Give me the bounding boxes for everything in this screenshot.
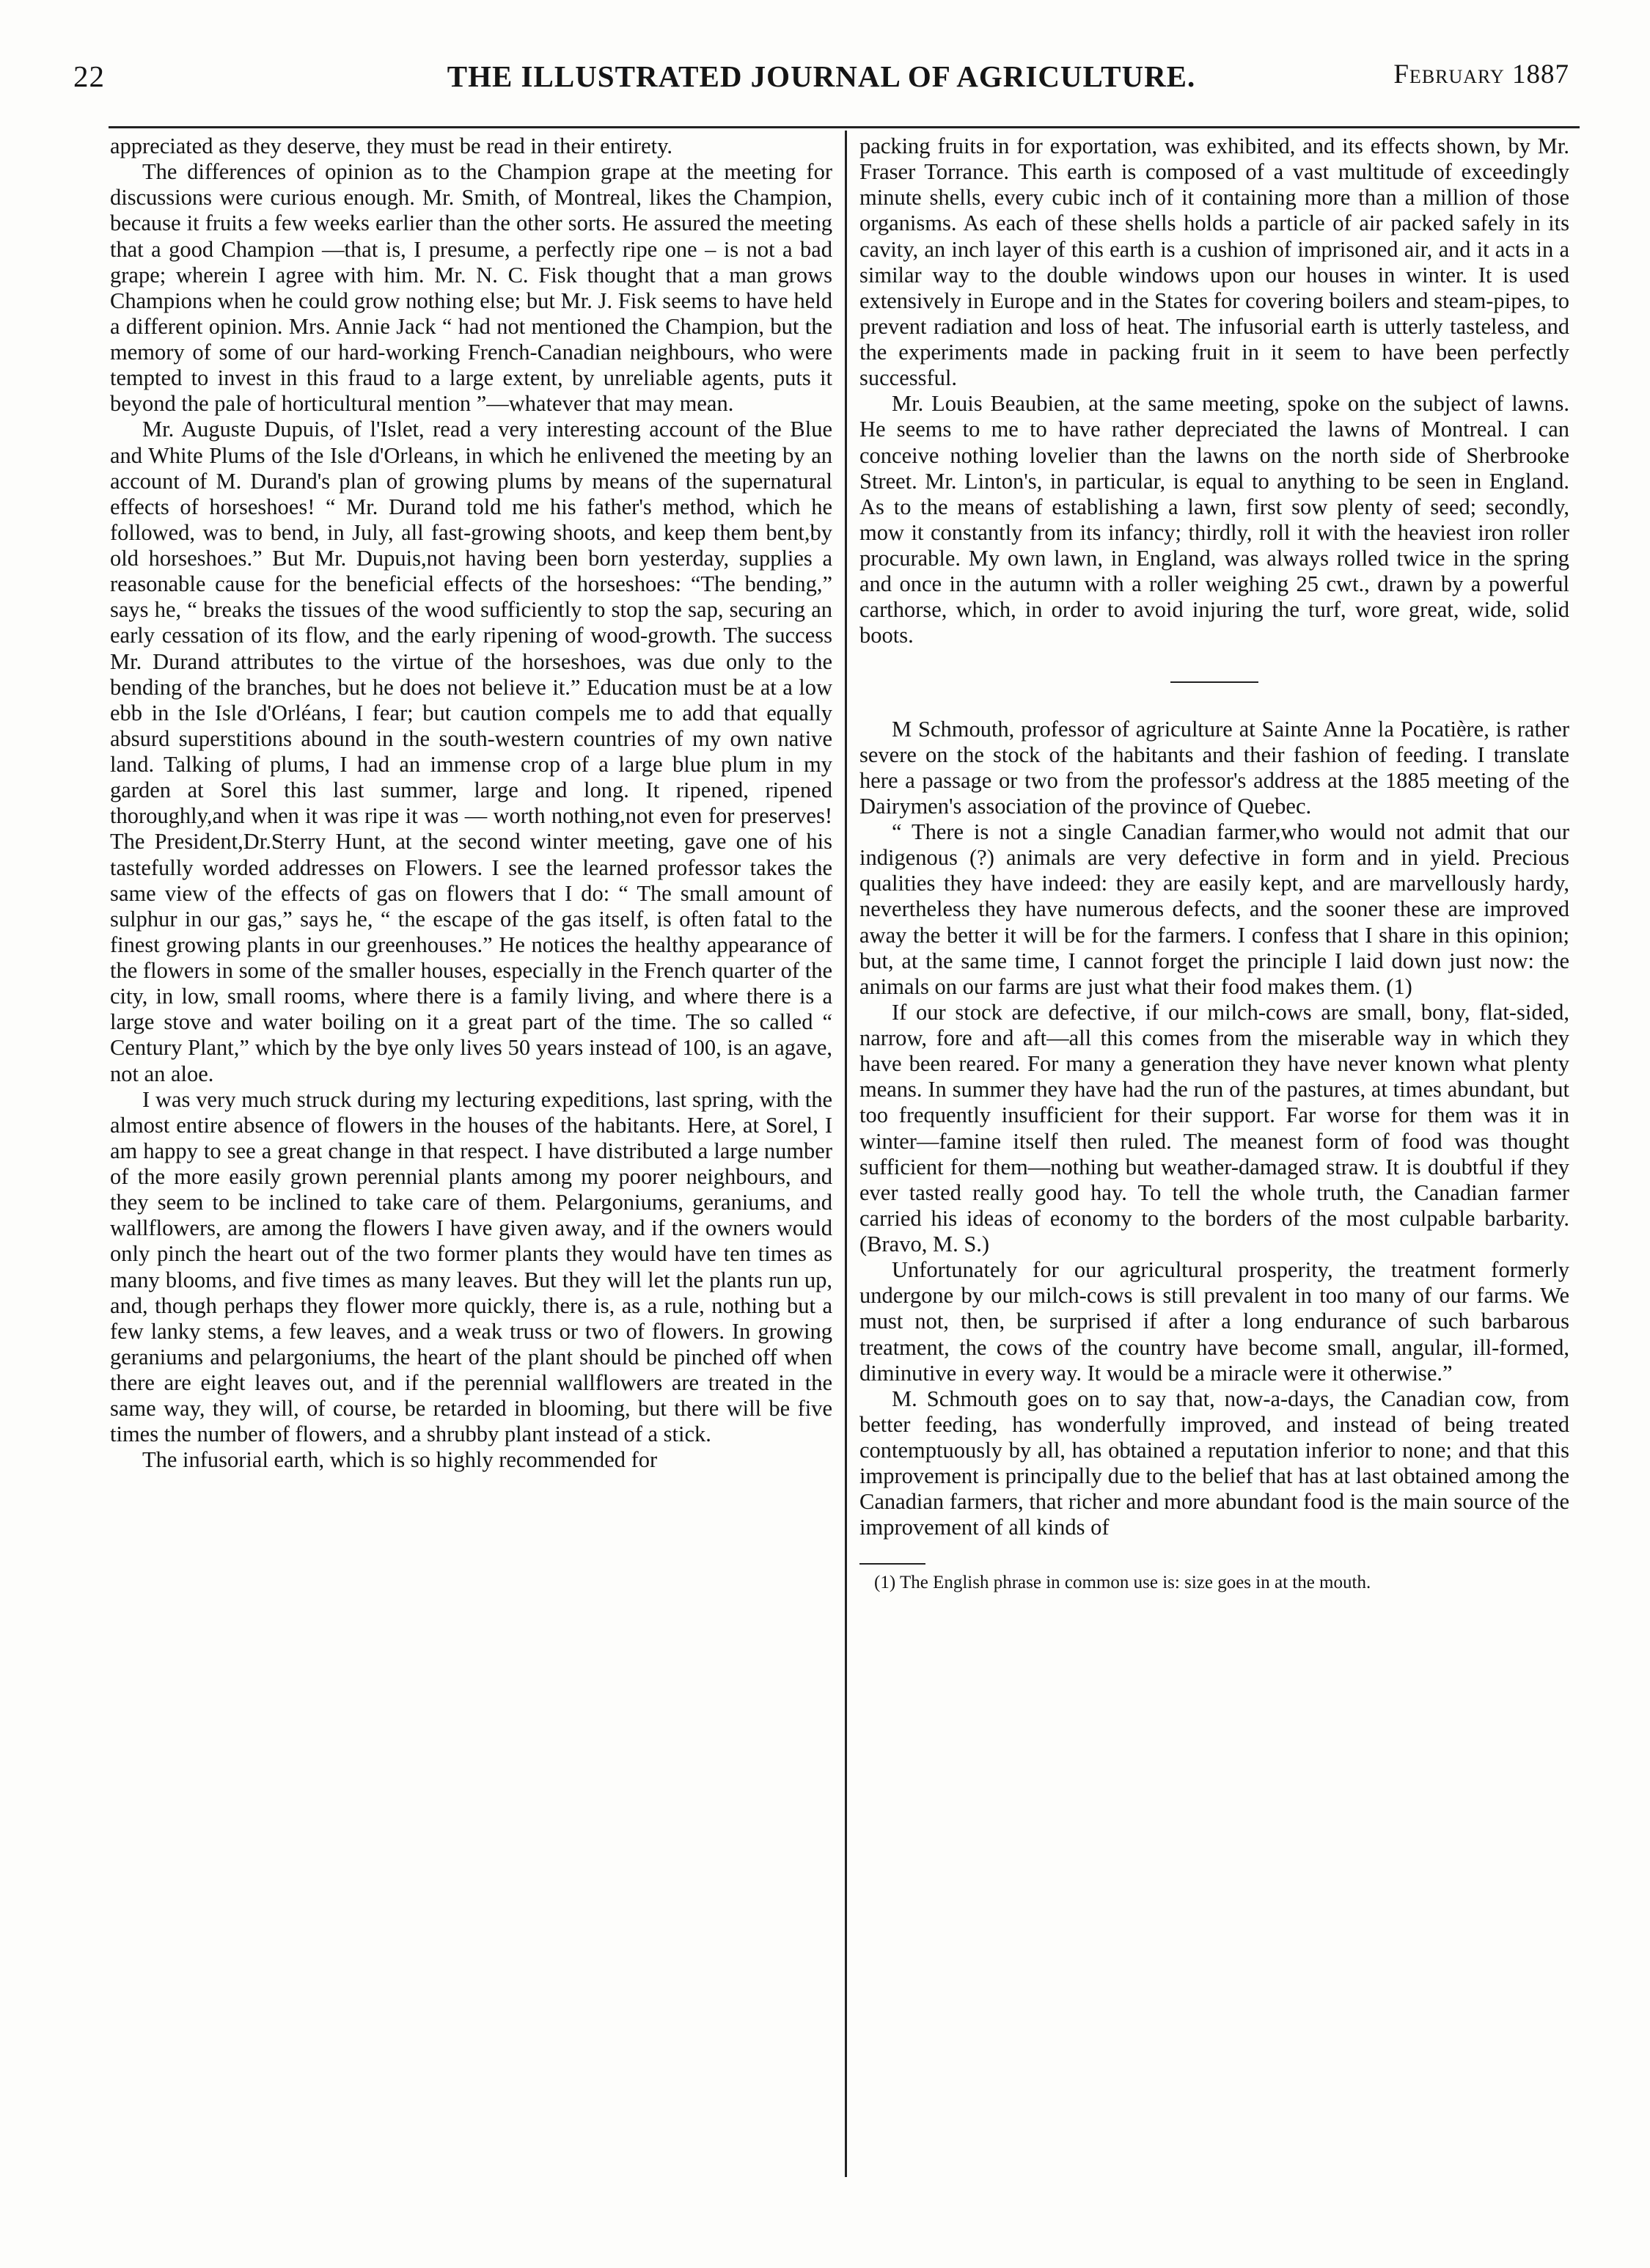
paragraph: If our stock are defective, if our milch-cows are small, bony, flat-sided, narrow, fore and aft—all this comes from the miserable way in which they have been reared. For many a generation they have never known what plenty means. In summer they have had the run of the pastures, at times abundant, but too frequently insufficient for their support. Far worse for them was it in winter—famine itself then ruled. The meanest form of food was thought sufficient for them—nothing but weather-damaged straw. It is doubtful if they ever tasted really good hay. To tell the whole truth, the Canadian farmer carried his ideas of economy to the borders of the most culpable barbarity. (Bravo, M. S.): [859, 999, 1569, 1256]
paragraph: packing fruits in for exportation, was exhibited, and its effects shown, by Mr. Fraser Torrance. This earth is composed of a vast multitude of exceedingly minute shells, every cubic inch of it containing more than a million of those organisms. As each of these shells holds a particle of air packed safely in its cavity, an inch layer of this earth is a cushion of imprisoned air, and it acts in a similar way to the double windows upon our houses in winter. It is used extensively in Europe and in the States for covering boilers and steam-pipes, to prevent radiation and loss of heat. The infusorial earth is utterly tasteless, and the experiments made in packing fruit in it seem to have been perfectly successful.: [859, 133, 1569, 391]
paragraph: I was very much struck during my lecturing expeditions, last spring, with the almost entire absence of flowers in the houses of the habitants. Here, at Sorel, I am happy to see a great change in that respect. I have distributed a large number of the more easily grown perennial plants among my poorer neighbours, and they seem to be inclined to take care of them. Pelargoniums, geraniums, and wallflowers, are among the flowers I have given away, and if the owners would only pinch the heart out of the two former plants they would have ten times as many blooms, and five times as many leaves. But they will let the plants run up, and, though perhaps they flower more quickly, there is, as a rule, nothing but a few lanky stems, a few leaves, and a weak truss or two of flowers. In growing geraniums and pelargoniums, the heart of the plant should be pinched off when there are eight leaves out, and if the perennial wallflowers are treated in the same way, they will, of course, be retarded in blooming, but there will be five times the number of flowers, and a shrubby plant instead of a stick.: [110, 1086, 832, 1447]
left-column: [110, 133, 832, 1474]
header-rule: [109, 126, 1580, 128]
paragraph: Mr. Auguste Dupuis, of l'Islet, read a very interesting account of the Blue and White Plums of the Isle d'Orleans, in which he enlivened the meeting by an account of M. Durand's plan of growing plums by means of the supernatural effects of horseshoes! “ Mr. Durand told me his father's method, which he followed, was to bend, in July, all fast-growing shoots, and keep them bent,by old horseshoes.” But Mr. Dupuis,not having been born yesterday, supplies a reasonable cause for the beneficial effects of the horseshoes: “The bending,” says he, “ breaks the tissues of the wood sufficiently to stop the sap, securing an early cessation of its flow, and the early ripening of wood-growth. The success Mr. Durand attributes to the virtue of the horseshoes, was due only to the bending of the branches, but he does not believe it.” Education must be at a low ebb in the Isle d'Orléans, I fear; but caution compels me to add that equally absurd superstitions abound in the south-western countries of my own native land. Talking of plums, I had an immense crop of a large blue plum in my garden at Sorel this last summer, large and long. It ripened, ripened thoroughly,and when it was ripe it was — worth nothing,not even for preserves! The President,Dr.Sterry Hunt, at the second winter meeting, gave one of his tastefully worded addresses on Flowers. I see the learned professor takes the same view of the effects of gas on flowers that I do: “ The small amount of sulphur in our gas,” says he, “ the escape of the gas itself, is often fatal to the finest growing plants in our greenhouses.” He notices the healthy appearance of the flowers in some of the smaller houses, especially in the French quarter of the city, in low, small rooms, where there is a family living, and where there is a large stove and water boiling on it a great part of the time. The so called “ Century Plant,” which by the bye only lives 50 years instead of 100, is an agave, not an aloe.: [110, 417, 832, 1086]
issue-date: February 1887: [1393, 59, 1569, 89]
paragraph: M Schmouth, professor of agriculture at Sainte Anne la Pocatière, is rather severe on the stock of the habitants and their fashion of feeding. I translate here a passage or two from the professor's address at the 1885 meeting of the Dairymen's association of the province of Quebec.: [859, 716, 1569, 819]
paragraph: Mr. Louis Beaubien, at the same meeting, spoke on the subject of lawns. He seems to me to have rather depreciated the lawns of Montreal. I can conceive nothing lovelier than the lawns on the north side of Sherbrooke Street. Mr. Linton's, in particular, is equal to anything to be seen in England. As to the means of establishing a lawn, first sow plenty of seed; secondly, mow it constantly from its infancy; thirdly, roll it with the heaviest iron roller procurable. My own lawn, in England, was always rolled twice in the spring and once in the autumn with a roller weighing 25 cwt., drawn by a powerful carthorse, which, in order to avoid injuring the turf, wore great, wide, solid boots.: [859, 391, 1569, 648]
right-column: [859, 133, 1569, 1594]
paragraph: The infusorial earth, which is so highly recommended for: [142, 1447, 658, 1473]
paragraph: appreciated as they deserve, they must be read in their entirety.: [110, 133, 672, 158]
column-divider: [845, 131, 847, 2177]
paragraph: M. Schmouth goes on to say that, now-a-days, the Canadian cow, from better feeding, has wonderfully improved, and instead of being treated contemptuously by all, has obtained a reputation inferior to none; and that this improvement is principally due to the belief that has at last obtained among the Canadian farmers, that richer and more abundant food is the main source of the improvement of all kinds of: [859, 1386, 1569, 1540]
paragraph: Unfortunately for our agricultural prosperity, the treatment formerly undergone by our milch-cows is still prevalent in too many of our farms. We must not, then, be surprised if after a long endurance of such barbarous treatment, the cows of the country have become small, angular, ill-formed, diminutive in every way. It would be a miracle were it otherwise.”: [859, 1257, 1569, 1386]
page-number: 22: [73, 59, 105, 93]
paragraph: The differences of opinion as to the Champion grape at the meeting for discussions were curious enough. Mr. Smith, of Montreal, likes the Champion, because it fruits a few weeks earlier than the other sorts. He assured the meeting that a good Champion —that is, I presume, a perfectly ripe one – is not a bad grape; wherein I agree with him. Mr. N. C. Fisk thought that a man grows Champions when he could grow nothing else; but Mr. J. Fisk seems to have held a different opinion. Mrs. Annie Jack “ had not mentioned the Champion, but the memory of some of our hard-working French-Canadian neighbours, who were tempted to invest in this fraud to a large extent, by unreliable agents, puts it beyond the pale of horticultural mention ”—whatever that may mean.: [110, 159, 832, 417]
footnote: (1) The English phrase in common use is: size goes in at the mouth.: [874, 1572, 1371, 1592]
page-header: [73, 53, 1569, 104]
paragraph: “ There is not a single Canadian farmer,who would not admit that our indigenous (?) animals are very defective in form and in yield. Precious qualities they have indeed: they are easily kept, and are marvellously hardy, nevertheless they have numerous defects, and the sooner these are improved away the better it will be for the farmers. I confess that I share in this opinion; but, at the same time, I cannot forget the principle I laid down just now: the animals on our farms are just what their food makes them. (1): [859, 819, 1569, 999]
section-divider: [1170, 681, 1258, 683]
footnote-rule: [859, 1563, 925, 1565]
journal-title: THE ILLUSTRATED JOURNAL OF AGRICULTURE.: [447, 59, 1196, 93]
